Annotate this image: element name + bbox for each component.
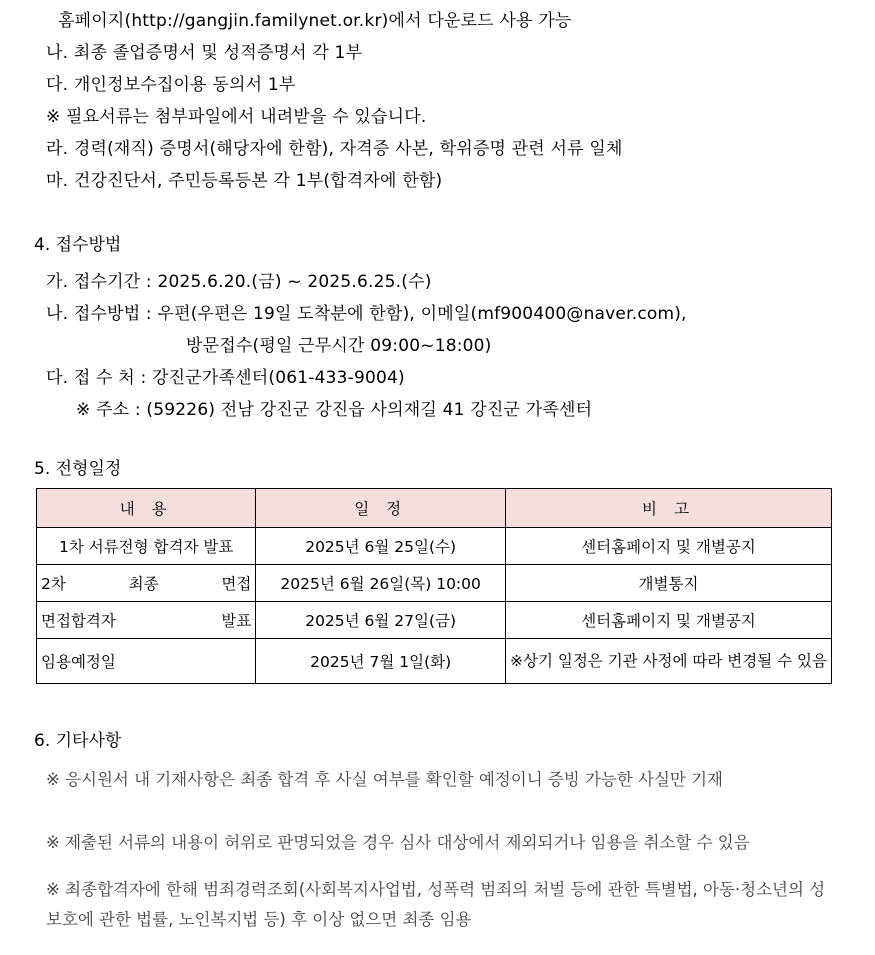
docs-item-ma: 마. 건강진단서, 주민등록등본 각 1부(합격자에 한함) [46,171,443,191]
schedule-item: 1차 서류전형 합격자 발표 [37,528,256,565]
reception-place: 다. 접 수 처 : 강진군가족센터(061-433-9004) [46,368,405,388]
schedule-note: 센터홈페이지 및 개별공지 [505,528,831,565]
schedule-table [36,488,832,684]
section-title-reception: 4. 접수방법 [34,235,122,255]
etc-item-verification: ※ 응시원서 내 기재사항은 최종 합격 후 사실 여부를 확인할 예정이니 증빙 가능한 사실만 기재 [46,770,723,789]
schedule-item: 면접합격자 발표 [37,602,256,639]
schedule-note: 센터홈페이지 및 개별공지 [505,602,831,639]
docs-note: ※ 필요서류는 첨부파일에서 내려받을 수 있습니다. [46,107,427,127]
docs-item-ra: 라. 경력(재직) 증명서(해당자에 한함), 자격증 사본, 학위증명 관련 서류 일체 [46,139,623,159]
table-row [37,602,832,639]
header-date: 일 정 [256,489,506,528]
schedule-date: 2025년 6월 27일(금) [256,602,506,639]
header-remarks: 비 고 [505,489,831,528]
schedule-date: 2025년 6월 25일(수) [256,528,506,565]
schedule-date: 2025년 7월 1일(화) [256,639,506,684]
reception-period: 가. 접수기간 : 2025.6.20.(금) ~ 2025.6.25.(수) [46,272,432,292]
table-row [37,565,832,602]
docs-item-na: 나. 최종 졸업증명서 및 성적증명서 각 1부 [46,43,363,63]
schedule-date: 2025년 6월 26일(목) 10:00 [256,565,506,602]
schedule-header-row [37,489,832,528]
etc-item-false-docs: ※ 제출된 서류의 내용이 허위로 판명되었을 경우 심사 대상에서 제외되거나 임용을 취소할 수 있음 [46,833,750,852]
schedule-note: ※상기 일정은 기관 사정에 따라 변경될 수 있음 [505,639,831,684]
section-title-etc: 6. 기타사항 [34,731,122,751]
etc-item-criminal-check: ※ 최종합격자에 한해 범죄경력조회(사회복지사업법, 성폭력 범죄의 처벌 등에 관한 특별법, 아동·청소년의 성 보호에 관한 법률, 노인복지법 등) 후 이상 없으면 최종 임용 [46,880,826,929]
table-row [37,639,832,684]
schedule-note: 개별통지 [505,565,831,602]
schedule-item: 임용예정일 [37,639,256,684]
header-content: 내 용 [37,489,256,528]
schedule-item: 2차 최종 면접 [37,565,256,602]
docs-item-da: 다. 개인정보수집이용 동의서 1부 [46,75,296,95]
reception-method: 나. 접수방법 : 우편(우편은 19일 도착분에 한함), 이메일(mf900400@naver.com), [46,304,687,324]
reception-address: ※ 주소 : (59226) 전남 강진군 강진읍 사의재길 41 강진군 가족센터 [76,400,593,420]
docs-homepage-line: 홈페이지(http://gangjin.familynet.or.kr)에서 다운로드 사용 가능 [58,11,572,31]
reception-method-cont: 방문접수(평일 근무시간 09:00~18:00) [186,336,492,356]
section-title-schedule: 5. 전형일정 [34,459,122,479]
table-row [37,528,832,565]
